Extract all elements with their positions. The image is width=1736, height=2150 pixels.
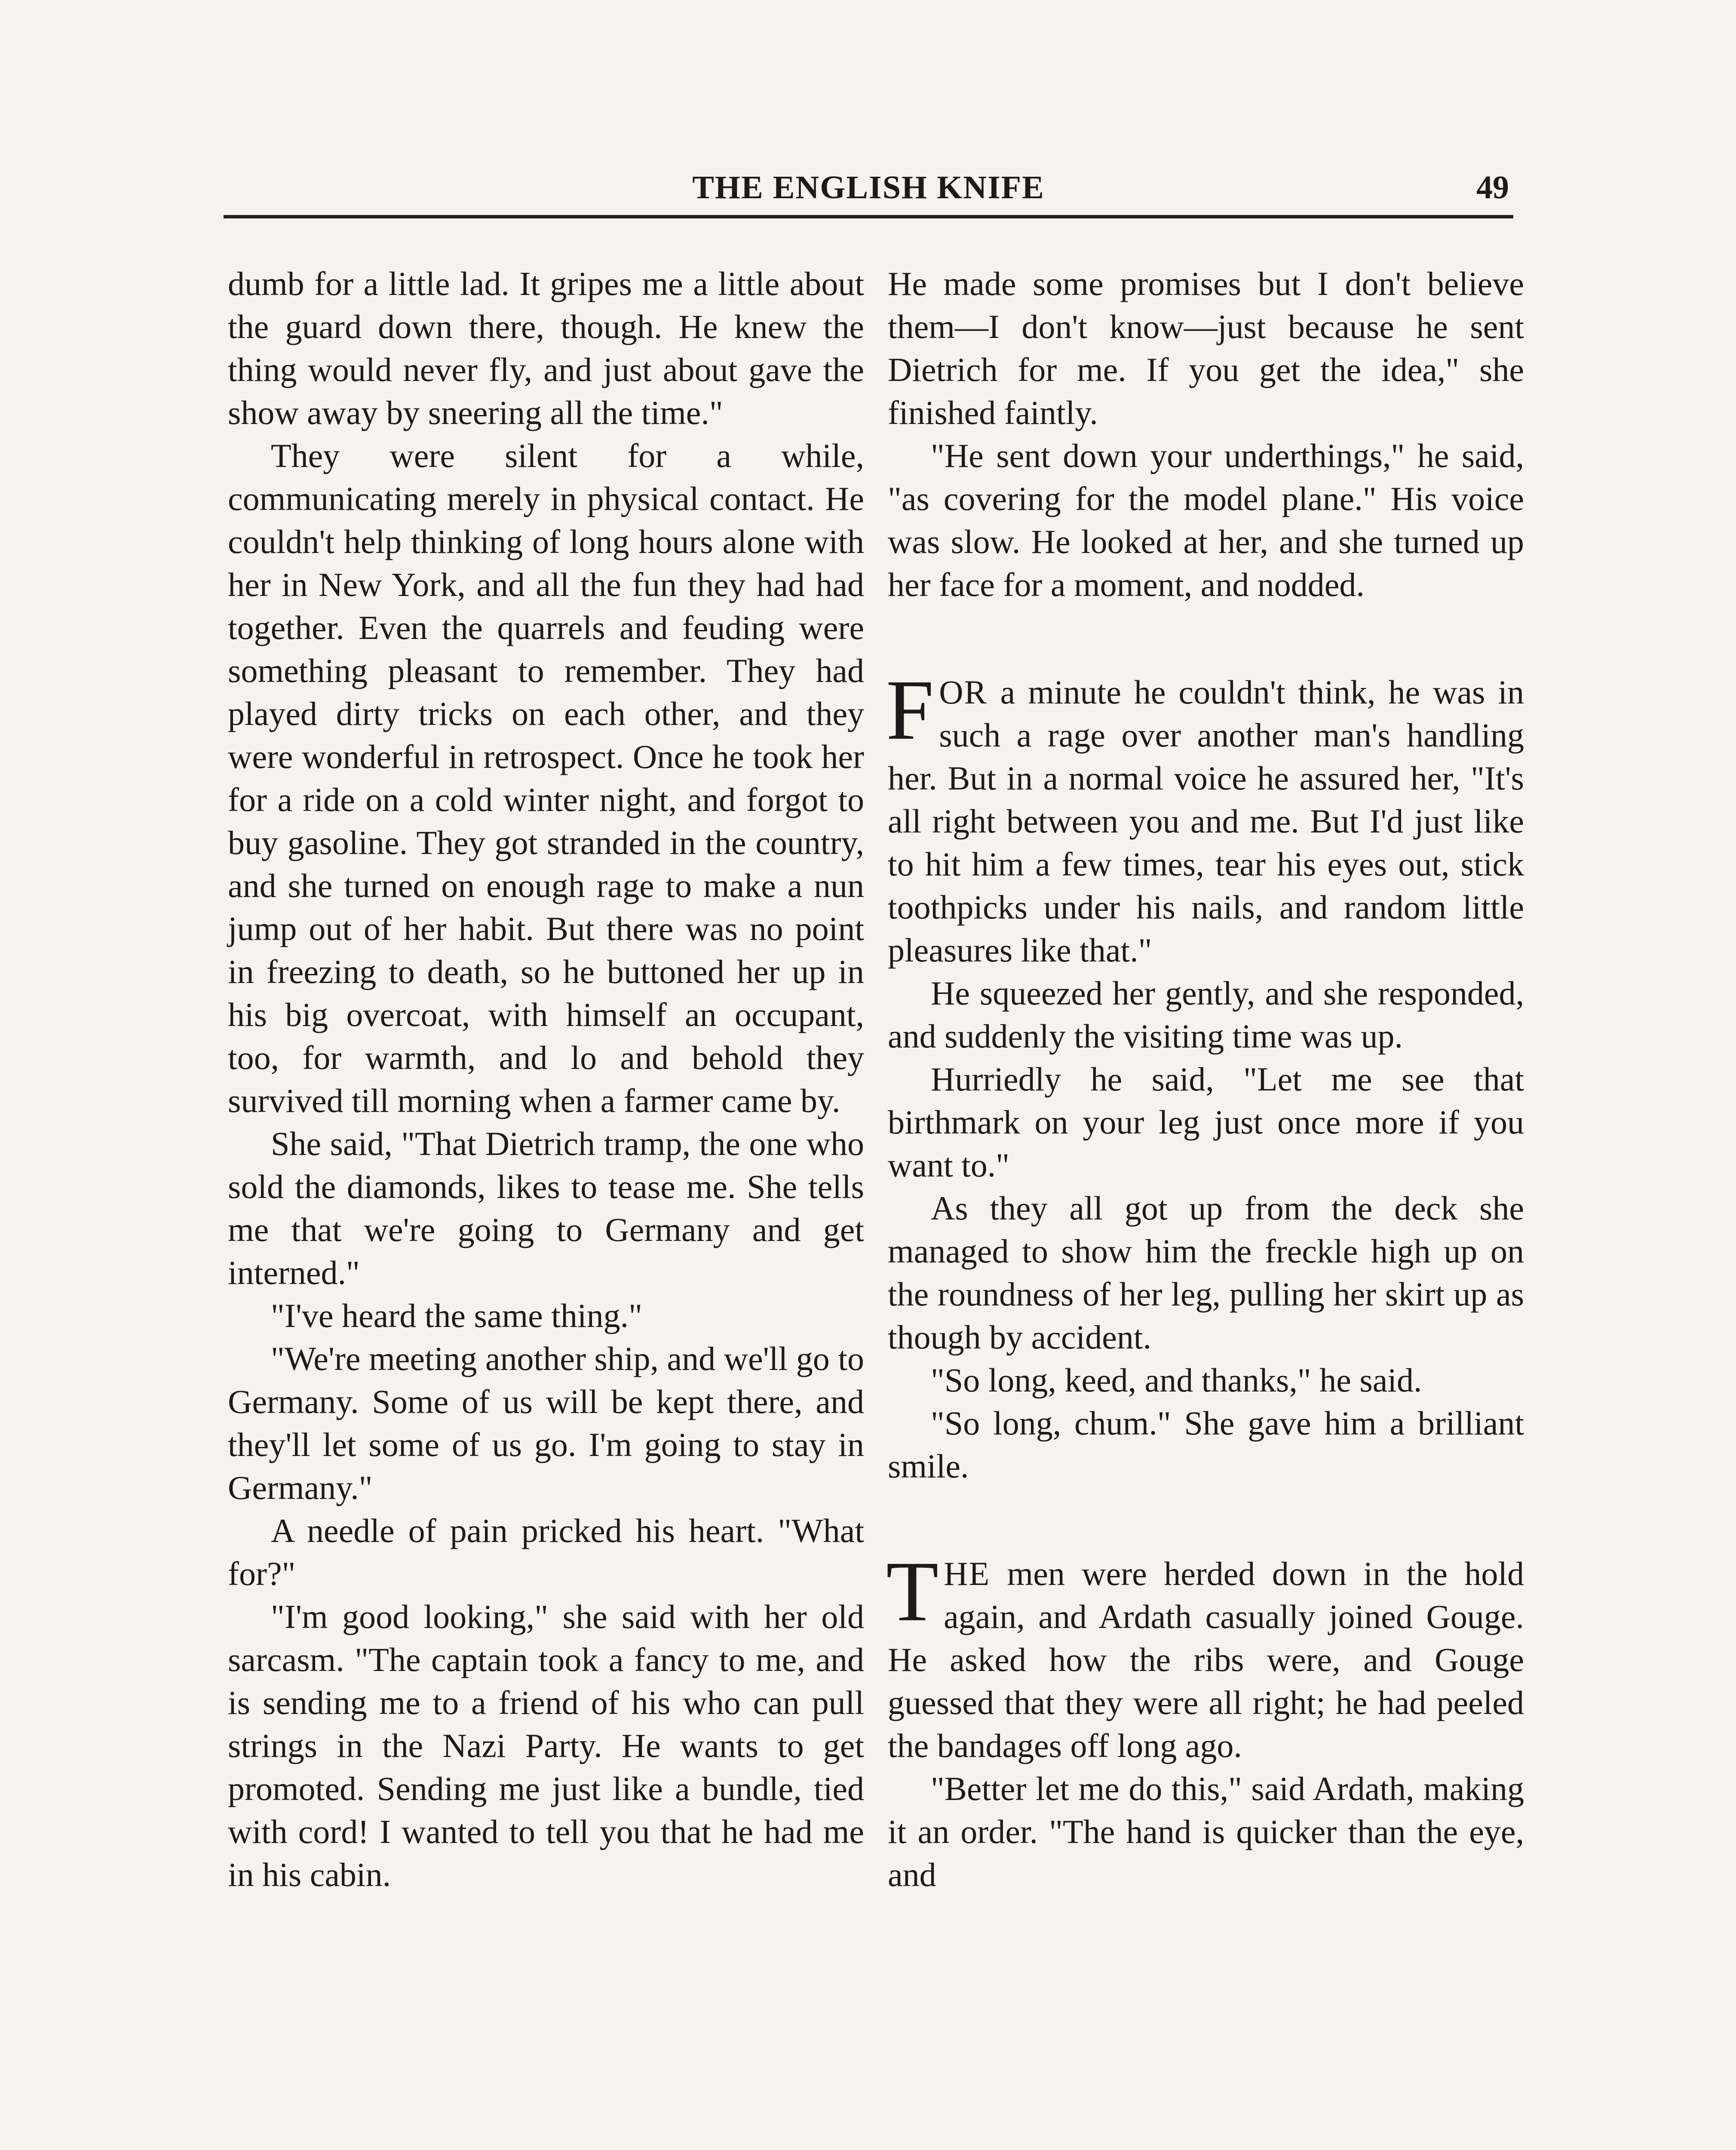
paragraph: "We're meeting another ship, and we'll go to Germany. Some of us will be kept there, and they'll let some of us go. I'm going to stay in Germany." [228,1340,864,1506]
paragraph: They were silent for a while, communicating merely in physical contact. He couldn't help thinking of long hours alone with her in New York, and all the fun they had had together. Even the quarrels and feuding were something pleasant to remember. They had played dirty tricks on each other, and they were wonderful in retrospect. Once he took her for a ride on a cold winter night, and forgot to buy gasoline. They got stranded in the country, and she turned on enough rage to make a nun jump out of her habit. But there was no point in freezing to death, so he buttoned her up in his big overcoat, with himself an occupant, too, for warmth, and lo and behold they survived till morning when a farmer came by. [228,437,864,1119]
paragraph: "Better let me do this," said Ardath, making it an order. "The hand is quicker than the eye, and [888,1770,1524,1893]
header-rule [224,215,1513,218]
right-column [888,262,1524,1896]
paragraph: "So long, keed, and thanks," he said. [931,1361,1422,1399]
section-opening-paragraph [886,663,1524,972]
paragraph: She said, "That Dietrich tramp, the one who sold the diamonds, likes to tease me. She tells me that we're going to Germany and get interned." [228,1125,864,1291]
lead-in-caps: OR [939,673,988,711]
paragraph: dumb for a little lad. It gripes me a little about the guard down there, though. He knew the thing would never fly, and just about gave the show away by sneering all the time." [228,265,864,431]
paragraph: As they all got up from the deck she managed to show him the freckle high up on the roundness of her leg, pulling her skirt up as though by accident. [888,1189,1524,1356]
paragraph: "I'm good looking," she said with her old sarcasm. "The captain took a fancy to me, and is sending me to a friend of his who can pull strings in the Nazi Party. He wants to get promoted. Sending me just like a bundle, tied with cord! I wanted to tell you that he had me in his cabin. [228,1598,864,1893]
paragraph: He made some promises but I don't believe them—I don't know—just because he sent Dietrich for me. If you get the idea," she finished faintly. [888,265,1524,431]
paragraph: He squeezed her gently, and she responded, and suddenly the visiting time was up. [888,974,1524,1055]
paragraph-text: men were herded down in the hold again, and Ardath casually joined Gouge. He asked how the ribs were, and Gouge guessed that they were all right; he had peeled the bandages off long ago. [888,1555,1524,1764]
running-head [224,166,1513,213]
paragraph: "So long, chum." She gave him a brilliant smile. [888,1404,1524,1485]
paragraph: "He sent down your underthings," he said, "as covering for the model plane." His voice was slow. He looked at her, and she turned up her face for a moment, and nodded. [888,437,1524,603]
paragraph-text: a minute he couldn't think, he was in such a rage over another man's handling her. But in a normal voice he assured her, "It's all right between you and me. But I'd just like to hit him a few times, tear his eyes out, stick toothpicks under his nails, and random little pleasures like that." [888,673,1524,969]
paragraph: A needle of pain pricked his heart. "What for?" [228,1512,864,1592]
left-column [228,262,864,1896]
drop-cap: T [886,1544,939,1639]
page-number: 49 [1476,169,1509,206]
paragraph: Hurriedly he said, "Let me see that birthmark on your leg just once more if you want to." [888,1060,1524,1184]
running-title: THE ENGLISH KNIFE [692,169,1045,206]
paragraph: "I've heard the same thing." [271,1297,642,1334]
drop-cap: F [886,663,934,758]
lead-in-caps: HE [944,1555,991,1592]
section-opening-paragraph [886,1544,1524,1767]
